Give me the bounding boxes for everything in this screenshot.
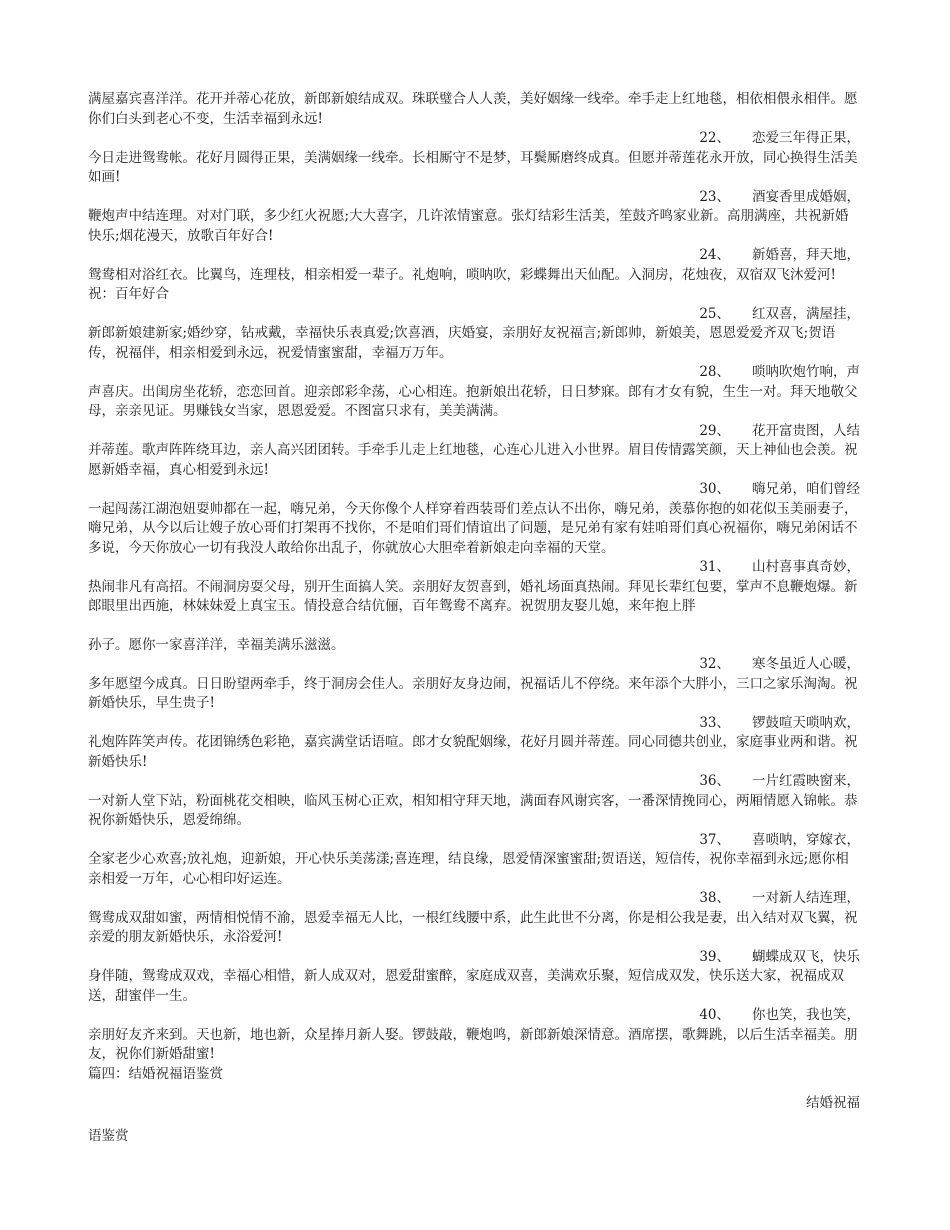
entry-lead: 花开富贵图，人结 [752,422,860,439]
greeting-entry [88,129,860,188]
entry-lead: 你也笑，我也笑， [752,1007,860,1023]
entry-number: 38、 [699,890,730,906]
greeting-entry [88,246,860,305]
entry-lead: 新婚喜，拜天地， [752,247,860,263]
entry-number-line [88,1006,860,1026]
entry-number-line [88,422,860,442]
entry-lead: 喜唢呐，穿嫁衣， [752,831,860,848]
intro-paragraph: 满屋嘉宾喜洋洋。花开并蒂心花放，新郎新娘结成双。珠联璧合人人羡，美好姻缘一线牵。牵手走上红地毯，相依相偎永相伴。愿你们白头到老心不变，生活幸福到永远! [88,91,858,127]
greeting-entry [88,655,860,714]
entry-body: 一对新人堂下站，粉面桃花交相映，临风玉树心正欢，相知相守拜天地，满面春风谢宾客，一番深情挽同心，两厢情愿入锦帐。恭祝你新婚快乐，恩爱绵绵。 [88,792,858,828]
greeting-entry [88,480,860,558]
entry-extra: 孙子。愿你一家喜洋洋，幸福美满乐滋滋。 [88,636,345,653]
entry-number-line [88,188,860,208]
entry-body: 多年愿望今成真。日日盼望两牵手，终于洞房会佳人。亲朋好友身边闹，祝福话儿不停绕。来年添个大胖小，三口之家乐淘淘。祝新婚快乐，早生贵子! [88,675,858,711]
greeting-entry [88,889,860,948]
entry-body: 礼炮阵阵笑声传。花团锦绣色彩艳，嘉宾满堂话语喧。郎才女貌配姻缘，花好月圆并蒂莲。同心同德共创业，家庭事业两和谐。祝新婚快乐! [88,734,858,770]
entry-number-line [88,558,860,578]
greeting-entry [88,363,860,422]
entry-number-line [88,305,860,325]
greeting-entry [88,305,860,364]
entry-lead: 酒宴香里成婚姻， [752,188,860,205]
entry-body: 一起闯荡江湖泡妞耍帅都在一起，嗨兄弟，今天你像个人样穿着西装哥们差点认不出你，嗨兄弟，羡慕你抱的如花似玉美丽妻子，嗨兄弟，从今以后让嫂子放心哥们打架再不找你，不是咱们哥们情谊出了问题，是兄弟有家有娃咱哥们真心祝福你，嗨兄弟闲话不多说，今天你放心一切有我没人敢给你出乱子，你就放心大胆牵着新娘走向幸福的天堂。 [88,500,858,556]
entry-body: 鸳鸯相对浴红衣。比翼鸟，连理枝，相亲相爱一辈子。礼炮响，唢呐吹，彩蝶舞出天仙配。入洞房，花烛夜，双宿双飞沐爱河!祝：百年好合 [88,266,836,302]
entry-lead: 嗨兄弟，咱们曾经 [752,481,860,497]
entry-number: 31、 [699,559,730,575]
entry-number: 40、 [699,1007,730,1023]
entry-number: 39、 [699,948,730,965]
greeting-entry [88,422,860,481]
entry-number-line [88,363,860,383]
entry-number-line [88,948,860,968]
entry-number: 25、 [699,305,730,322]
entry-body: 身伴随，鸳鸯成双戏，幸福心相惜，新人成双对，恩爱甜蜜醉，家庭成双喜，美满欢乐聚，短信成双发，快乐送大家，祝福成双送，甜蜜伴一生。 [88,968,844,1004]
greeting-entry [88,831,860,890]
entry-body: 新郎新娘建新家;婚纱穿，钻戒戴，幸福快乐表真爱;饮喜酒，庆婚宴，亲朋好友祝福言;新郎帅，新娘美，恩恩爱爱齐双飞;贺语传，祝福伴，相亲相爱到永远，祝爱情蜜蜜甜，幸福万万年。 [88,325,836,361]
entry-number: 24、 [699,247,730,263]
entry-lead: 山村喜事真奇妙， [752,559,860,575]
entry-body: 鸳鸯成双甜如蜜，两情相悦情不渝，恩爱幸福无人比，一根红线腰中系，此生此世不分离，你是相公我是妻，出入结对双飞翼，祝亲爱的朋友新婚快乐，永浴爱河! [88,909,858,945]
entry-number: 22、 [699,130,730,146]
heading-tail: 语鉴赏 [88,1128,129,1144]
entries-list [88,129,860,1065]
entry-number-line [88,831,860,851]
entry-number: 32、 [699,656,730,672]
document-page [88,90,860,1147]
section-title: 篇四：结婚祝福语鉴赏 [88,1065,223,1082]
entry-body: 并蒂莲。歌声阵阵绕耳边，亲人高兴团团转。手牵手儿走上红地毯，心连心儿进入小世界。眉目传情露笑颜，天上神仙也会羡。祝愿新婚幸福，真心相爱到永远! [88,442,858,478]
entry-lead: 恋爱三年得正果， [752,130,860,146]
entry-body: 今日走进鸳鸯帐。花好月圆得正果，美满姻缘一线牵。长相厮守不是梦，耳鬓厮磨终成真。但愿并蒂莲花永开放，同心换得生活美如画! [88,149,858,185]
entry-number-line [88,714,860,734]
entry-lead: 锣鼓喧天唢呐欢， [752,714,860,731]
heading-right: 结婚祝福 [806,1095,860,1111]
entry-lead: 寒冬虽近人心暖， [752,656,860,672]
greeting-entry [88,714,860,773]
spacer [88,617,860,636]
entry-lead: 蝴蝶成双飞，快乐 [752,948,860,965]
entry-number: 23、 [699,188,730,205]
entry-body: 声喜庆。出闺房坐花轿，恋恋回首。迎亲郎彩伞荡，心心相连。抱新娘出花轿，日日梦寐。郎有才女有貌，生生一对。拜天地敬父母，亲亲见证。男赚钱女当家，恩恩爱爱。不图富只求有，美美满满。 [88,383,858,419]
entry-body: 热闹非凡有高招。不闹洞房耍父母，别开生面搞人笑。亲朋好友贺喜到，婚礼场面真热闹。拜见长辈红包要，掌声不息鞭炮爆。新郎眼里出西施，林妹妹爱上真宝玉。情投意合结伉俪，百年鸳鸯不离弃。祝贺朋友娶儿媳，来年抱上胖 [88,578,858,614]
entry-number: 33、 [699,714,730,731]
entry-number: 29、 [699,422,730,439]
entry-lead: 红双喜，满屋挂， [752,305,860,322]
entry-number-line [88,246,860,266]
entry-body: 全家老少心欢喜;放礼炮，迎新娘，开心快乐美荡漾;喜连理，结良缘，恩爱情深蜜蜜甜;贺语送，短信传，祝你幸福到永远;愿你相亲相爱一万年，心心相印好运连。 [88,851,849,887]
entry-number-line [88,655,860,675]
entry-lead: 一片红霞映窗来， [752,773,860,789]
entry-lead: 唢呐吹炮竹响，声 [752,364,860,380]
entry-number-line [88,772,860,792]
entry-number: 36、 [699,773,730,789]
greeting-entry [88,1006,860,1065]
entry-number-line [88,480,860,500]
entry-lead: 一对新人结连理， [752,890,860,906]
entry-number-line [88,889,860,909]
entry-number: 30、 [699,481,730,497]
entry-number-line [88,129,860,149]
greeting-entry [88,948,860,1007]
greeting-entry [88,188,860,247]
greeting-entry [88,558,860,655]
entry-number: 28、 [699,364,730,380]
entry-number: 37、 [699,831,730,848]
entry-body: 亲朋好友齐来到。天也新，地也新，众星捧月新人娶。锣鼓敲，鞭炮鸣，新郎新娘深情意。酒席摆，歌舞跳，以后生活幸福美。朋友，祝你们新婚甜蜜! [88,1026,858,1062]
entry-body: 鞭炮声中结连理。对对门联，多少红火祝愿;大大喜字，几许浓情蜜意。张灯结彩生活美，笙鼓齐鸣家业新。高朋满座，共祝新婚快乐;烟花漫天，放歌百年好合! [88,208,849,244]
greeting-entry [88,772,860,831]
